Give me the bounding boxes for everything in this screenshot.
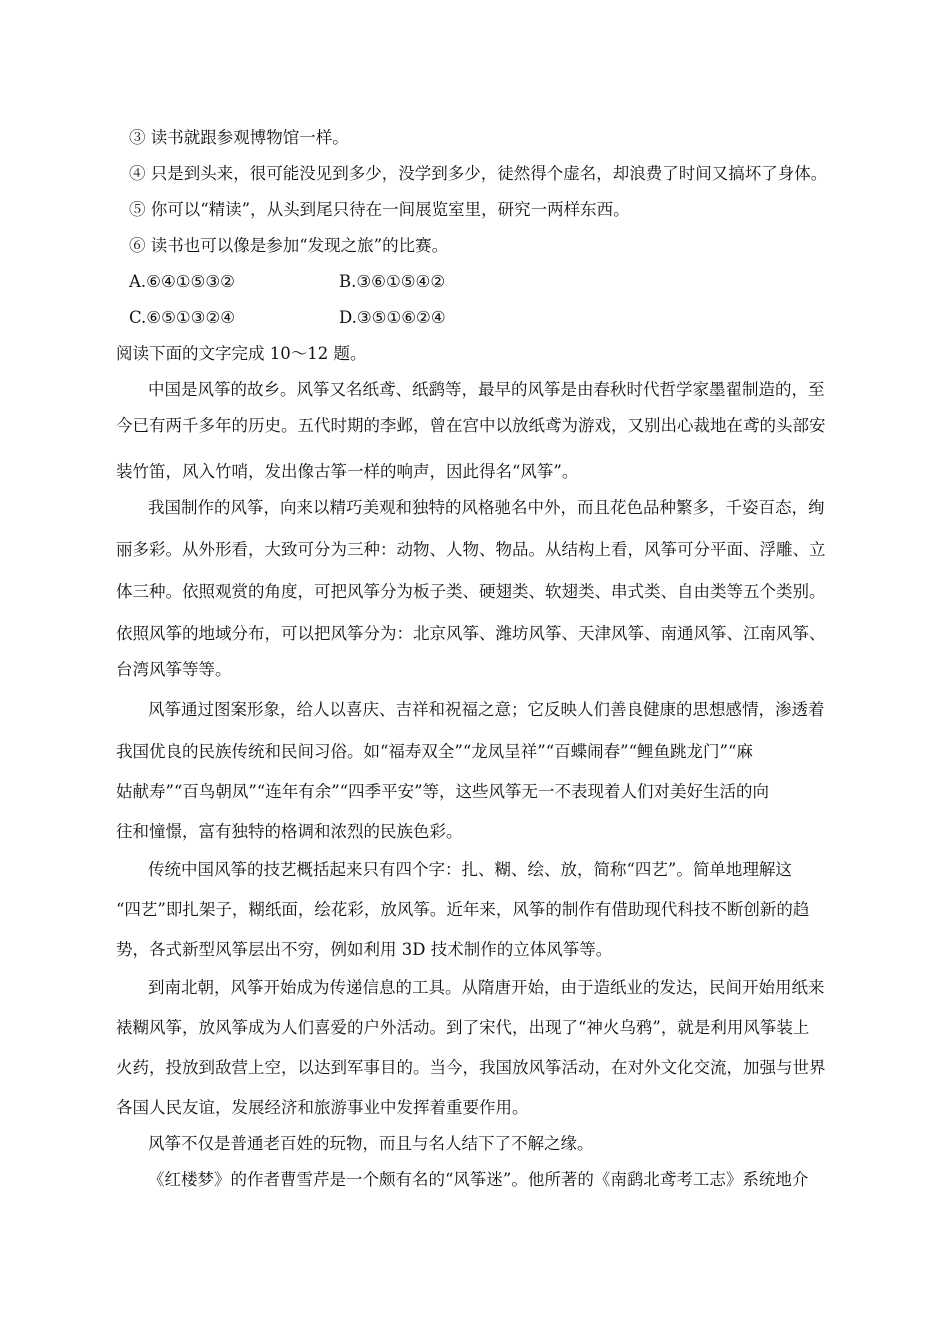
- passage-line: 风筝不仅是普通老百姓的玩物，而且与名人结下了不解之缘。: [148, 1134, 594, 1153]
- passage-line: 姑献寿”“百鸟朝凤”“连年有余”“四季平安”等，这些风筝无一不表现着人们对美好生活的向: [116, 782, 770, 801]
- sentence-item-4: ④ 只是到头来，很可能没见到多少，没学到多少，徒然得个虚名，却浪费了时间又搞坏了身体。: [129, 164, 828, 183]
- passage-line: 火药，投放到敌营上空，以达到军事目的。当今，我国放风筝活动，在对外文化交流，加强与世界: [116, 1058, 826, 1077]
- option-d: D.③⑤①⑥②④: [339, 308, 446, 327]
- passage-line: 丽多彩。从外形看，大致可分为三种：动物、人物、物品。从结构上看，风筝可分平面、浮雕、立: [116, 540, 826, 559]
- passage-line: “四艺”即扎架子，糊纸面，绘花彩，放风筝。近年来，风筝的制作有借助现代科技不断创新的趋: [116, 900, 810, 919]
- passage-line: 体三种。依照观赏的角度，可把风筝分为板子类、硬翅类、软翅类、串式类、自由类等五个类别。: [116, 582, 826, 601]
- passage-line: 我国优良的民族传统和民间习俗。如“福寿双全”“龙凤呈祥”“百蝶闹春”“鲤鱼跳龙门”“麻: [116, 742, 753, 761]
- passage-line: 传统中国风筝的技艺概括起来只有四个字：扎、糊、绘、放，简称“四艺”。简单地理解这: [148, 860, 792, 879]
- passage-line: 裱糊风筝，放风筝成为人们喜爱的户外活动。到了宋代，出现了“神火乌鸦”，就是利用风筝装上: [116, 1018, 810, 1037]
- passage-line: 风筝通过图案形象，给人以喜庆、吉祥和祝福之意；它反映人们善良健康的思想感情，渗透着: [148, 700, 825, 719]
- passage-line: 到南北朝，风筝开始成为传递信息的工具。从隋唐开始，由于造纸业的发达，民间开始用纸来: [148, 978, 825, 997]
- sentence-item-3: ③ 读书就跟参观博物馆一样。: [129, 128, 349, 147]
- reading-instruction: 阅读下面的文字完成 10～12 题。: [116, 344, 367, 363]
- sentence-item-6: ⑥ 读书也可以像是参加“发现之旅”的比赛。: [129, 236, 449, 255]
- passage-line: 我国制作的风筝，向来以精巧美观和独特的风格驰名中外，而且花色品种繁多，千姿百态，绚: [148, 498, 825, 517]
- option-a: A.⑥④①⑤③②: [129, 272, 235, 291]
- passage-line: 往和憧憬，富有独特的格调和浓烈的民族色彩。: [116, 822, 463, 841]
- passage-line: 各国人民友谊，发展经济和旅游事业中发挥着重要作用。: [116, 1098, 529, 1117]
- passage-line: 中国是风筝的故乡。风筝又名纸鸢、纸鹞等，最早的风筝是由春秋时代哲学家墨翟制造的，至: [148, 380, 825, 399]
- option-c: C.⑥⑤①③②④: [129, 308, 236, 327]
- passage-line: 装竹笛，风入竹哨，发出像古筝一样的响声，因此得名“风筝”。: [116, 462, 579, 481]
- passage-line: 《红楼梦》的作者曹雪芹是一个颇有名的“风筝迷”。他所著的《南鹞北鸢考工志》系统地介: [148, 1170, 809, 1189]
- passage-line: 势，各式新型风筝层出不穷，例如利用 3D 技术制作的立体风筝等。: [116, 940, 613, 959]
- sentence-item-5: ⑤ 你可以“精读”，从头到尾只待在一间展览室里，研究一两样东西。: [129, 200, 630, 219]
- passage-line: 依照风筝的地域分布，可以把风筝分为：北京风筝、潍坊风筝、天津风筝、南通风筝、江南风筝、: [116, 624, 826, 643]
- passage-line: 台湾风筝等等。: [116, 660, 232, 679]
- passage-line: 今已有两千多年的历史。五代时期的李邺，曾在宫中以放纸鸢为游戏，又别出心裁地在鸢的头部安: [116, 416, 826, 435]
- option-b: B.③⑥①⑤④②: [339, 272, 446, 291]
